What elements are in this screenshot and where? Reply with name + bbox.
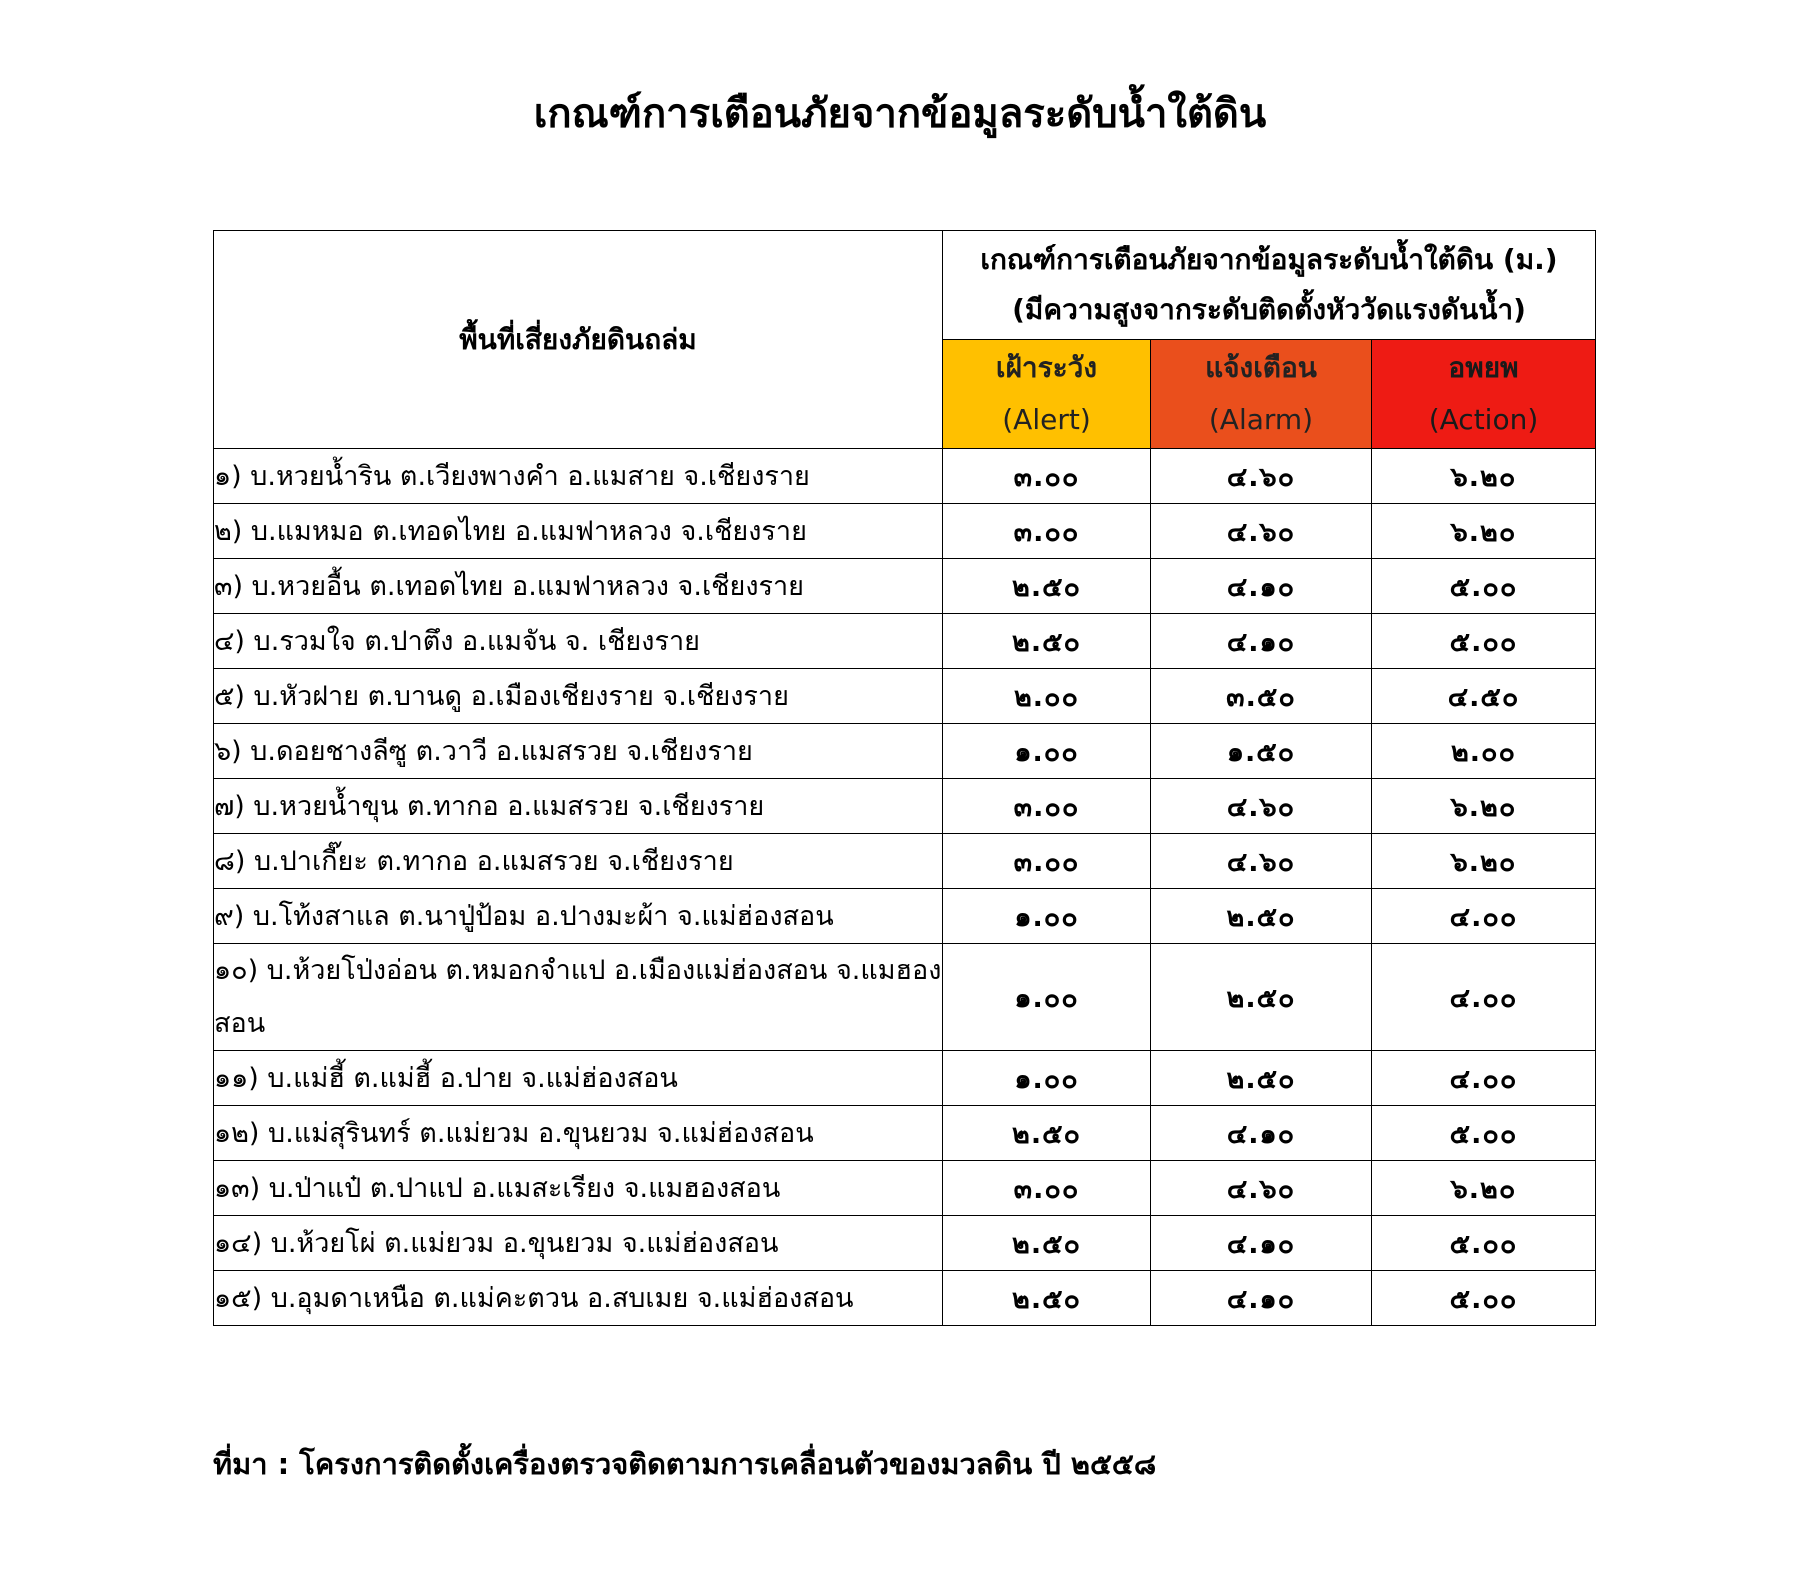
table-row	[214, 559, 1596, 614]
action-value-cell: ๕.๐๐	[1372, 559, 1596, 614]
alert-value-cell: ๑.๐๐	[943, 889, 1151, 944]
alert-value-cell: ๒.๕๐	[943, 1106, 1151, 1161]
area-cell: ๗) บ.หวยน้ำขุน ต.ทากอ อ.แมสรวย จ.เชียงราย	[214, 779, 943, 834]
area-cell: ๑๓) บ.ป่าแป๋ ต.ปาแป อ.แมสะเรียง จ.แมฮองสอน	[214, 1161, 943, 1216]
alert-level-header	[943, 340, 1151, 449]
action-value-cell: ๖.๒๐	[1372, 449, 1596, 504]
warning-criteria-table	[213, 230, 1596, 1326]
alert-value-cell: ๒.๕๐	[943, 614, 1151, 669]
area-cell: ๑๑) บ.แม่ฮี้ ต.แม่ฮี้ อ.ปาย จ.แม่ฮ่องสอน	[214, 1051, 943, 1106]
area-cell: ๑๒) บ.แม่สุรินทร์ ต.แม่ยวม อ.ขุนยวม จ.แม่ฮ่องสอน	[214, 1106, 943, 1161]
area-cell: ๓) บ.หวยอื้น ต.เทอดไทย อ.แมฟาหลวง จ.เชียงราย	[214, 559, 943, 614]
alarm-level-label-en: (Alarm)	[1208, 403, 1314, 436]
criteria-group-header	[943, 231, 1596, 340]
alarm-level-header	[1151, 340, 1372, 449]
alert-value-cell: ๒.๐๐	[943, 669, 1151, 724]
alert-value-cell: ๒.๕๐	[943, 1271, 1151, 1326]
action-value-cell: ๖.๒๐	[1372, 834, 1596, 889]
alarm-value-cell: ๔.๖๐	[1151, 834, 1372, 889]
table-row	[214, 669, 1596, 724]
area-cell: ๘) บ.ปาเกี๊ยะ ต.ทากอ อ.แมสรวย จ.เชียงราย	[214, 834, 943, 889]
alarm-value-cell: ๔.๑๐	[1151, 1216, 1372, 1271]
table-row	[214, 1216, 1596, 1271]
table-row	[214, 449, 1596, 504]
table-row	[214, 779, 1596, 834]
alarm-value-cell: ๓.๕๐	[1151, 669, 1372, 724]
action-level-label-th: อพยพ	[1448, 351, 1519, 384]
table-row	[214, 504, 1596, 559]
alert-value-cell: ๒.๕๐	[943, 1216, 1151, 1271]
alarm-value-cell: ๔.๖๐	[1151, 504, 1372, 559]
table-row	[214, 1051, 1596, 1106]
alarm-value-cell: ๔.๑๐	[1151, 1271, 1372, 1326]
area-column-header: พื้นที่เสี่ยงภัยดินถล่ม	[214, 231, 943, 449]
action-value-cell: ๔.๐๐	[1372, 1051, 1596, 1106]
area-cell: ๔) บ.รวมใจ ต.ปาตึง อ.แมจัน จ. เชียงราย	[214, 614, 943, 669]
alert-value-cell: ๒.๕๐	[943, 559, 1151, 614]
action-value-cell: ๖.๒๐	[1372, 504, 1596, 559]
action-value-cell: ๔.๐๐	[1372, 944, 1596, 1051]
area-cell: ๒) บ.แมหมอ ต.เทอดไทย อ.แมฟาหลวง จ.เชียงราย	[214, 504, 943, 559]
alert-value-cell: ๑.๐๐	[943, 1051, 1151, 1106]
area-cell: ๕) บ.หัวฝาย ต.บานดู อ.เมืองเชียงราย จ.เชียงราย	[214, 669, 943, 724]
alarm-value-cell: ๔.๑๐	[1151, 559, 1372, 614]
alarm-value-cell: ๒.๕๐	[1151, 1051, 1372, 1106]
alert-level-label-th: เฝ้าระวัง	[995, 351, 1098, 384]
table-row	[214, 944, 1596, 1051]
table-row	[214, 614, 1596, 669]
table-row	[214, 1271, 1596, 1326]
criteria-group-header-line1: เกณฑ์การเตือนภัยจากข้อมูลระดับน้ำใต้ดิน (ม.)	[980, 243, 1558, 276]
area-cell: ๑๔) บ.ห้วยโผ่ ต.แม่ยวม อ.ขุนยวม จ.แม่ฮ่องสอน	[214, 1216, 943, 1271]
area-cell: ๖) บ.ดอยชางลีซู ต.วาวี อ.แมสรวย จ.เชียงราย	[214, 724, 943, 779]
table-row	[214, 834, 1596, 889]
alarm-value-cell: ๑.๕๐	[1151, 724, 1372, 779]
alarm-level-label-th: แจ้งเตือน	[1205, 351, 1317, 384]
source-note: ที่มา : โครงการติดตั้งเครื่องตรวจติดตามการเคลื่อนตัวของมวลดิน ปี ๒๕๕๘	[213, 1447, 1157, 1481]
alert-value-cell: ๓.๐๐	[943, 779, 1151, 834]
table-row	[214, 1161, 1596, 1216]
table-row	[214, 1106, 1596, 1161]
criteria-group-header-line2: (มีความสูงจากระดับติดตั้งหัววัดแรงดันน้ำ)	[1012, 293, 1526, 326]
alert-value-cell: ๓.๐๐	[943, 834, 1151, 889]
table-row	[214, 724, 1596, 779]
action-value-cell: ๖.๒๐	[1372, 779, 1596, 834]
alert-value-cell: ๓.๐๐	[943, 449, 1151, 504]
alert-value-cell: ๓.๐๐	[943, 504, 1151, 559]
area-cell: ๑๕) บ.อุมดาเหนือ ต.แม่คะตวน อ.สบเมย จ.แม่ฮ่องสอน	[214, 1271, 943, 1326]
action-value-cell: ๕.๐๐	[1372, 1216, 1596, 1271]
alarm-value-cell: ๒.๕๐	[1151, 944, 1372, 1051]
action-level-label-en: (Action)	[1428, 403, 1539, 436]
alarm-value-cell: ๔.๖๐	[1151, 779, 1372, 834]
action-value-cell: ๔.๐๐	[1372, 889, 1596, 944]
action-value-cell: ๔.๕๐	[1372, 669, 1596, 724]
action-value-cell: ๖.๒๐	[1372, 1161, 1596, 1216]
alert-level-label-en: (Alert)	[1002, 403, 1091, 436]
table-row	[214, 889, 1596, 944]
alarm-value-cell: ๒.๕๐	[1151, 889, 1372, 944]
action-value-cell: ๕.๐๐	[1372, 1271, 1596, 1326]
alarm-value-cell: ๔.๑๐	[1151, 1106, 1372, 1161]
area-cell: ๑) บ.หวยน้ำริน ต.เวียงพางคำ อ.แมสาย จ.เชียงราย	[214, 449, 943, 504]
alert-value-cell: ๑.๐๐	[943, 724, 1151, 779]
alert-value-cell: ๓.๐๐	[943, 1161, 1151, 1216]
page-title: เกณฑ์การเตือนภัยจากข้อมูลระดับน้ำใต้ดิน	[533, 91, 1267, 137]
area-cell: ๑๐) บ.ห้วยโป่งอ่อน ต.หมอกจำแป อ.เมืองแม่ฮ่องสอน จ.แมฮองสอน	[214, 944, 943, 1051]
area-cell: ๙) บ.โท้งสาแล ต.นาปู่ป้อม อ.ปางมะผ้า จ.แม่ฮ่องสอน	[214, 889, 943, 944]
action-level-header	[1372, 340, 1596, 449]
alarm-value-cell: ๔.๖๐	[1151, 1161, 1372, 1216]
table-header-row	[214, 231, 1596, 340]
alert-value-cell: ๑.๐๐	[943, 944, 1151, 1051]
action-value-cell: ๒.๐๐	[1372, 724, 1596, 779]
action-value-cell: ๕.๐๐	[1372, 614, 1596, 669]
action-value-cell: ๕.๐๐	[1372, 1106, 1596, 1161]
alarm-value-cell: ๔.๖๐	[1151, 449, 1372, 504]
alarm-value-cell: ๔.๑๐	[1151, 614, 1372, 669]
